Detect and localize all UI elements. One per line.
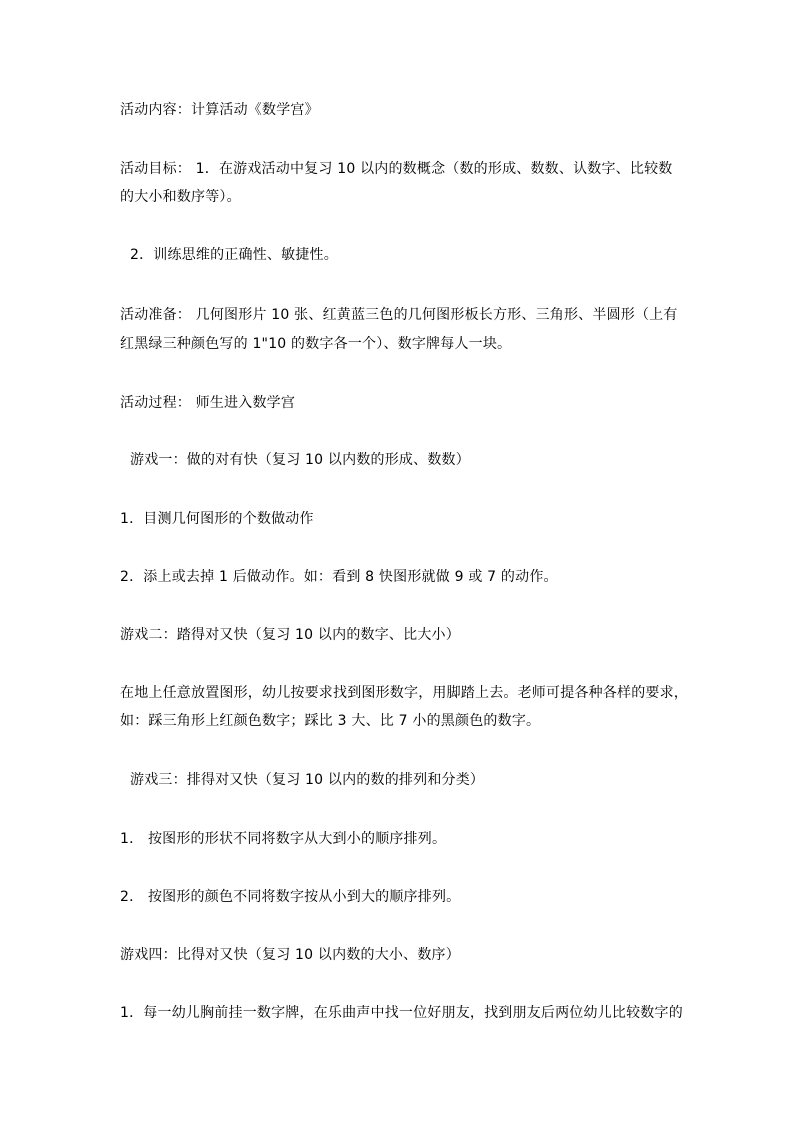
activity-content-line: 活动内容：计算活动《数学宫》	[120, 102, 319, 118]
game-one-heading: 游戏一：做的对有快（复习 10 以内数的形成、数数）	[130, 452, 470, 468]
game-one-step-1: 1．目测几何图形的个数做动作	[120, 511, 314, 527]
activity-preparation-line-2: 红黑绿三种颜色写的 1"10 的数字各一个）、数字牌每人一块。	[120, 336, 512, 352]
game-one-step-2: 2．添上或去掉 1 后做动作。如：看到 8 快图形就做 9 或 7 的动作。	[120, 569, 558, 585]
game-two-heading: 游戏二：踏得对又快（复习 10 以内的数字、比大小）	[120, 627, 460, 643]
game-four-heading: 游戏四：比得对又快（复习 10 以内数的大小、数序）	[120, 947, 460, 963]
game-three-step-2: 2． 按图形的颜色不同将数字按从小到大的顺序排列。	[120, 889, 461, 905]
game-three-step-1: 1． 按图形的形状不同将数字从大到小的顺序排列。	[120, 831, 447, 847]
activity-goal-line-2: 的大小和数序等）。	[120, 189, 241, 205]
activity-goal-line-1: 活动目标： 1．在游戏活动中复习 10 以内的数概念（数的形成、数数、认数字、比较数	[120, 161, 673, 177]
activity-goal-item-2: 2．训练思维的正确性、敏捷性。	[130, 247, 338, 263]
game-two-description-line-2: 如：踩三角形上红颜色数字；踩比 3 大、比 7 小的黑颜色的数字。	[120, 713, 541, 729]
activity-process-line: 活动过程： 师生进入数学宫	[120, 395, 296, 411]
game-three-heading: 游戏三：排得对又快（复习 10 以内的数的排列和分类）	[130, 772, 485, 788]
game-four-step-1: 1．每一幼儿胸前挂一数字牌，在乐曲声中找一位好朋友，找到朋友后两位幼儿比较数字的	[120, 1005, 683, 1021]
game-two-description-line-1: 在地上任意放置图形，幼儿按要求找到图形数字，用脚踏上去。老师可提各种各样的要求，	[120, 685, 688, 701]
activity-preparation-line-1: 活动准备： 几何图形片 10 张、红黄蓝三色的几何图形板长方形、三角形、半圆形（上有	[120, 307, 678, 323]
